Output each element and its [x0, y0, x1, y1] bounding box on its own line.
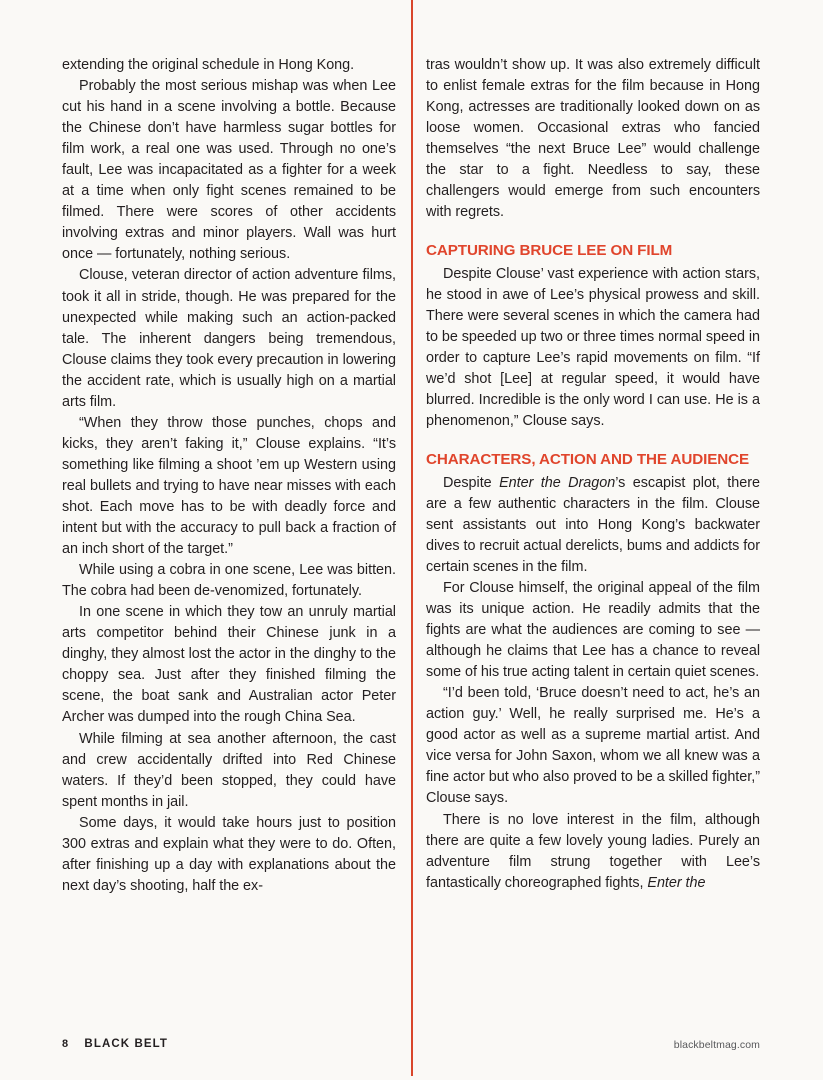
paragraph: Clouse, veteran director of action adventure films, took it all in stride, though. He was prepared for the unexpected while making such an action-packed tale. The inherent dangers being tremendous, Clouse claims they took every precaution in lowering the accident rate, which is usually high on a martial arts film.	[62, 267, 396, 410]
paragraph: For Clouse himself, the original appeal of the film was its unique action. He readily admits that the fights are what the audiences are coming to see — although he claims that Lee has a chance to reveal some of his true acting talent in certain quiet scenes.	[426, 579, 760, 681]
paragraph-text-post: ’s escapist plot, there are a few authentic characters in the film. Clouse sent assistants out into Hong Kong’s backwater dives to recruit actual derelicts, bums and addicts for certain scenes in the film.	[426, 474, 760, 575]
film-title-enter-the: Enter the	[647, 874, 706, 891]
paragraph: “When they throw those punches, chops and kicks, they aren’t faking it,” Clouse explains. “It’s something like filming a shoot ’em up Western using real bullets and trying to have near misses with each shot. Each move has to be with deadly force and intent but with the accuracy to pull back a fraction of an inch short of the target.”	[62, 414, 396, 558]
paragraph-text-pre: There is no love interest in the film, although there are quite a few lovely young ladies. Purely an adventure film strung together with Lee’s fantastically choreographed fights,	[426, 811, 760, 891]
page-footer	[0, 1038, 823, 1066]
footer-left-group	[62, 1038, 168, 1050]
text-column-left	[62, 55, 396, 897]
paragraph: While using a cobra in one scene, Lee was bitten. The cobra had been de-venomized, fortunately.	[62, 562, 396, 600]
paragraph: “I’d been told, ‘Bruce doesn’t need to act, he’s an action guy.’ Well, he really surprised me. He’s a good actor as well as a supreme martial artist. And vice versa for John Saxon, whom we all knew was a fine actor but who also proved to be a skilled fighter,” Clouse says.	[426, 685, 760, 807]
paragraph: Some days, it would take hours just to position 300 extras and explain what they were to do. Often, after finishing up a day with explanations about the next day’s shooting, half the ex-	[62, 814, 396, 894]
paragraph: extending the original schedule in Hong Kong.	[62, 57, 355, 73]
paragraph	[426, 473, 760, 578]
magazine-title: BLACK BELT	[84, 1038, 169, 1050]
paragraph: While filming at sea another afternoon, the cast and crew accidentally drifted into Red Chinese waters. If they’d been stopped, they could have spent months in jail.	[62, 730, 396, 810]
film-title-enter-the-dragon: Enter the Dragon	[499, 474, 616, 491]
section-heading-characters-action-and-the-audience: CHARACTERS, ACTION AND THE AUDIENCE	[426, 451, 750, 469]
paragraph-text-pre: Despite	[443, 474, 500, 491]
paragraph: In one scene in which they tow an unruly martial arts competitor behind their Chinese junk in a dinghy, they almost lost the actor in the dinghy to the choppy sea. Just after they finished filming the scene, the boat sank and Australian actor Peter Archer was dumped into the rough China Sea.	[62, 604, 396, 726]
paragraph: Probably the most serious mishap was when Lee cut his hand in a scene involving a bottle. Because the Chinese don’t have harmless sugar bottles for film work, a real one was used. Through no one’s fault, Lee was incapacitated as a fighter for a week at a time when only fight scenes remained to be filmed. There were scores of other accidents involving extras and minor players. Wall was hurt once — fortunately, nothing serious.	[62, 78, 396, 263]
paragraph	[426, 810, 760, 894]
paragraph: tras wouldn’t show up. It was also extremely difficult to enlist female extras for the film because in Hong Kong, actresses are traditionally looked down on as loose women. Occasional extras who fancied themselves “the next Bruce Lee” would challenge the star to a fight. Needless to say, these challengers would emerge from such encounters with regrets.	[426, 57, 760, 221]
paragraph: Despite Clouse’ vast experience with action stars, he stood in awe of Lee’s physical prowess and skill. There were several scenes in which the camera had to be speeded up two or three times normal speed in order to capture Lee’s rapid movements on film. “If we’d shot [Lee] at regular speed, it would have blurred. Incredible is the only word I can use. He is a phenomenon,” Clouse says.	[426, 265, 760, 430]
website-url: blackbeltmag.com	[673, 1039, 760, 1051]
section-heading-capturing-bruce-lee-on-film: CAPTURING BRUCE LEE ON FILM	[426, 242, 673, 260]
page-number: 8	[62, 1038, 69, 1050]
text-column-right	[426, 55, 760, 894]
